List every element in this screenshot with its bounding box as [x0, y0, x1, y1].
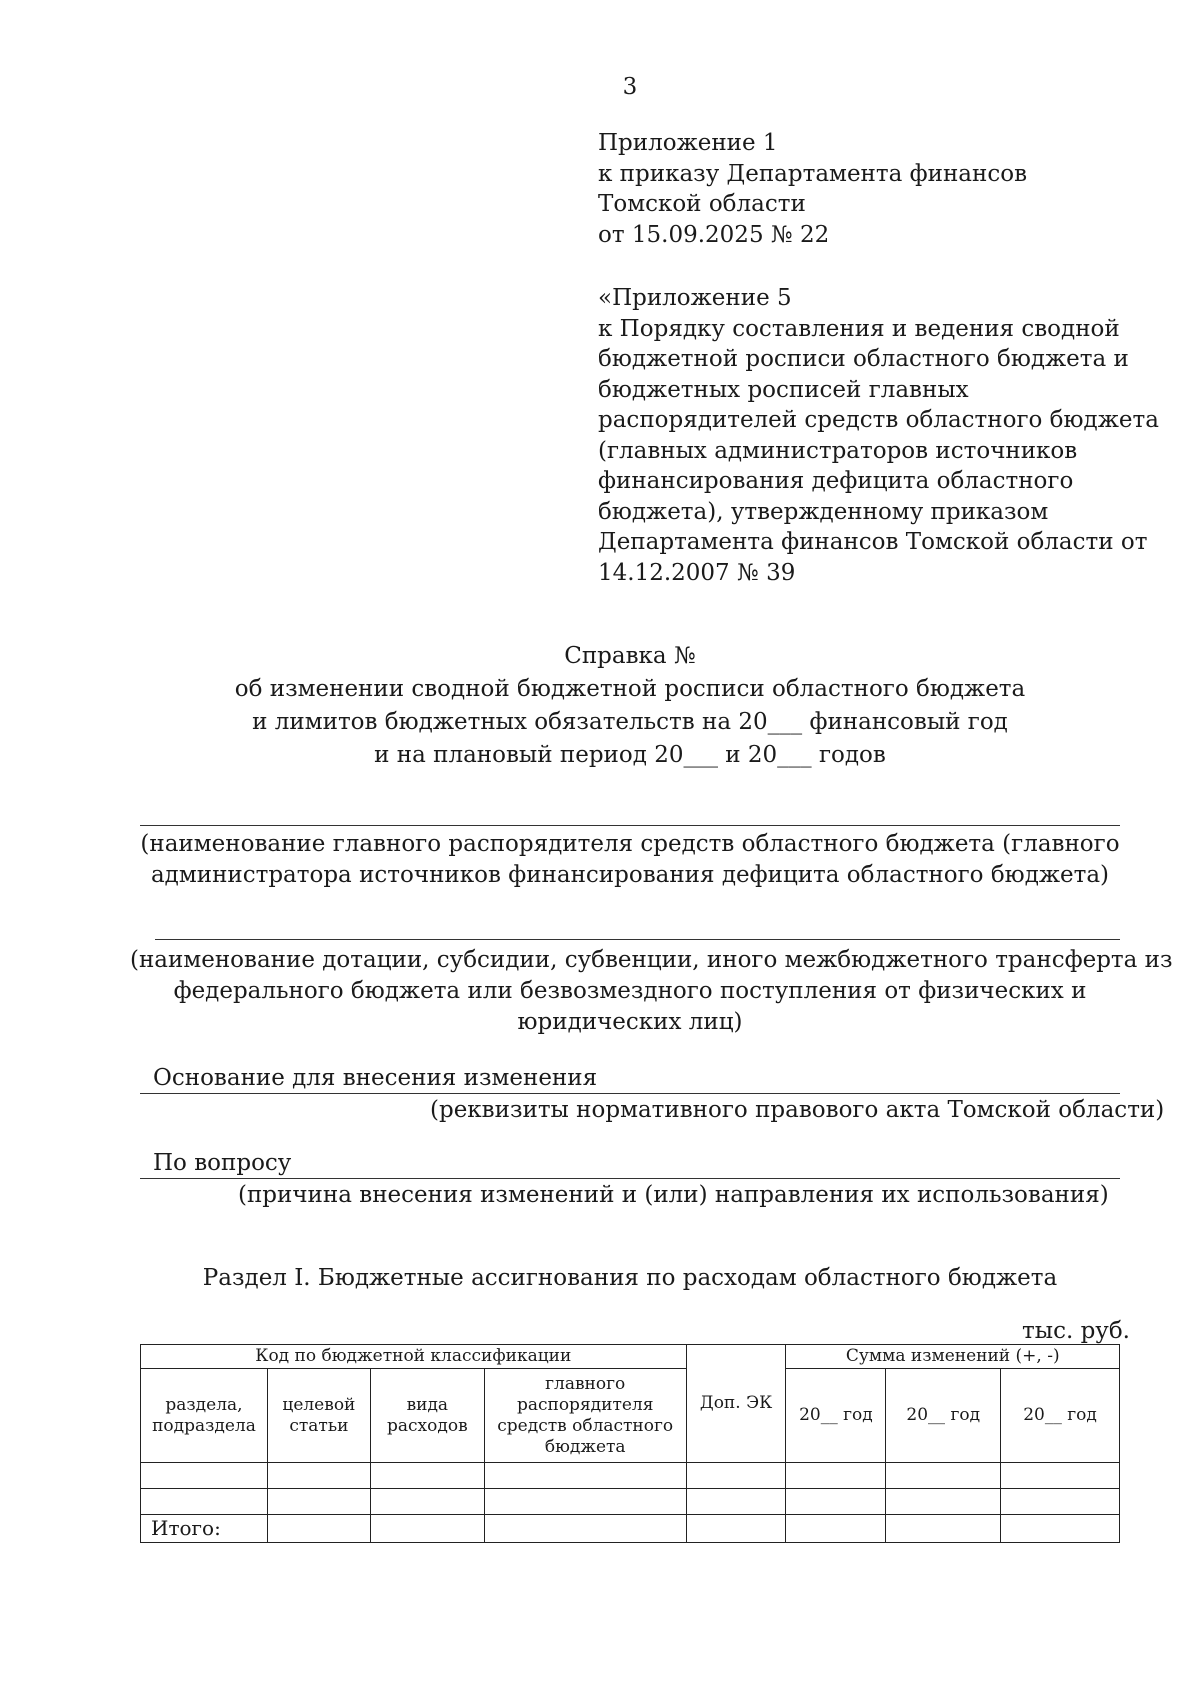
- appendix-5-line: (главных администраторов источников: [598, 437, 1078, 464]
- appendix-5-header: [598, 283, 1158, 588]
- question-line: [140, 1178, 1120, 1179]
- appendix-5-line: 14.12.2007 № 39: [598, 559, 796, 586]
- column-header: целевой статьи: [267, 1369, 370, 1463]
- table-header-row: [141, 1345, 1120, 1369]
- sum-header: Сумма изменений (+, -): [786, 1345, 1120, 1369]
- table-cell: [1001, 1515, 1120, 1543]
- title-line: об изменении сводной бюджетной росписи областного бюджета: [234, 676, 1026, 702]
- column-header: раздела, подраздела: [141, 1369, 268, 1463]
- column-header: 20__ год: [786, 1369, 886, 1463]
- basis-label: Основание для внесения изменения: [153, 1065, 598, 1091]
- appendix-1-line: от 15.09.2025 № 22: [598, 221, 830, 248]
- column-header: вида расходов: [370, 1369, 484, 1463]
- table-cell: [1001, 1489, 1120, 1515]
- total-label: Итого:: [141, 1515, 268, 1543]
- appendix-5-line: бюджетных росписей главных: [598, 376, 969, 403]
- appendix-1-header: [598, 128, 1158, 250]
- table-total-row: [141, 1515, 1120, 1543]
- table-cell: [370, 1515, 484, 1543]
- table-cell: [786, 1463, 886, 1489]
- main-admin-caption: [130, 829, 1130, 891]
- table-cell: [267, 1515, 370, 1543]
- column-header: 20__ год: [886, 1369, 1001, 1463]
- table-cell: [786, 1489, 886, 1515]
- document-title: [130, 640, 1130, 772]
- basis-line: [140, 1093, 1120, 1094]
- appendix-5-line: Департамента финансов Томской области от: [598, 529, 1148, 555]
- table-cell: [786, 1515, 886, 1543]
- caption-line: федерального бюджета или безвозмездного поступления от физических и: [173, 978, 1087, 1004]
- table-cell: [886, 1463, 1001, 1489]
- question-caption: (причина внесения изменений и (или) направления их использования): [238, 1182, 1109, 1208]
- column-header: Доп. ЭК: [686, 1345, 786, 1463]
- basis-caption: (реквизиты нормативного правового акта Томской области): [430, 1097, 1165, 1123]
- appendix-5-line: распорядителей средств областного бюджета: [598, 407, 1159, 433]
- table-cell: [886, 1489, 1001, 1515]
- section-title: Раздел I. Бюджетные ассигнования по расходам областного бюджета: [202, 1265, 1058, 1291]
- table-row: [141, 1489, 1120, 1515]
- table-cell: [686, 1463, 786, 1489]
- table-cell: [370, 1463, 484, 1489]
- table-header-row: [141, 1369, 1120, 1463]
- caption-line: (наименование главного распорядителя средств областного бюджета (главного: [140, 831, 1120, 857]
- column-header: главного распорядителя средств областного бюджета: [484, 1369, 686, 1463]
- table-cell: [484, 1515, 686, 1543]
- appendix-5-line: бюджетной росписи областного бюджета и: [598, 346, 1129, 372]
- column-header: 20__ год: [1001, 1369, 1120, 1463]
- caption-line: администратора источников финансирования дефицита областного бюджета): [150, 862, 1110, 888]
- appendix-5-line: финансирования дефицита областного: [598, 468, 1074, 494]
- page-number: 3: [622, 74, 638, 100]
- transfer-caption: [130, 945, 1173, 1038]
- table-row: [141, 1463, 1120, 1489]
- appendix-5-line: бюджета), утвержденному приказом: [598, 498, 1049, 525]
- table-cell: [141, 1463, 268, 1489]
- table-cell: [686, 1515, 786, 1543]
- table-cell: [141, 1489, 268, 1515]
- title-line: Справка №: [564, 643, 696, 669]
- transfer-line: [155, 939, 1120, 940]
- table-cell: [886, 1515, 1001, 1543]
- question-label: По вопросу: [153, 1150, 292, 1176]
- appendix-1-line: Приложение 1: [598, 130, 778, 156]
- group-header: Код по бюджетной классификации: [141, 1345, 687, 1369]
- appendix-5-line: «Приложение 5: [598, 285, 792, 311]
- table-cell: [686, 1489, 786, 1515]
- appendix-1-line: Томской области: [598, 191, 806, 217]
- title-line: и на плановый период 20___ и 20___ годов: [374, 742, 886, 768]
- table-cell: [1001, 1463, 1120, 1489]
- caption-line: юридических лиц): [517, 1009, 743, 1035]
- table-cell: [484, 1463, 686, 1489]
- appendix-5-line: к Порядку составления и ведения сводной: [598, 315, 1120, 342]
- table-cell: [370, 1489, 484, 1515]
- table-cell: [267, 1463, 370, 1489]
- main-admin-line: [140, 825, 1120, 826]
- appendix-1-line: к приказу Департамента финансов: [598, 160, 1028, 187]
- title-line: и лимитов бюджетных обязательств на 20___ финансовый год: [252, 709, 1008, 735]
- units-label: тыс. руб.: [1022, 1318, 1130, 1344]
- budget-table: [140, 1344, 1120, 1543]
- caption-line: (наименование дотации, субсидии, субвенции, иного межбюджетного трансферта из: [130, 947, 1173, 973]
- table-cell: [484, 1489, 686, 1515]
- table-cell: [267, 1489, 370, 1515]
